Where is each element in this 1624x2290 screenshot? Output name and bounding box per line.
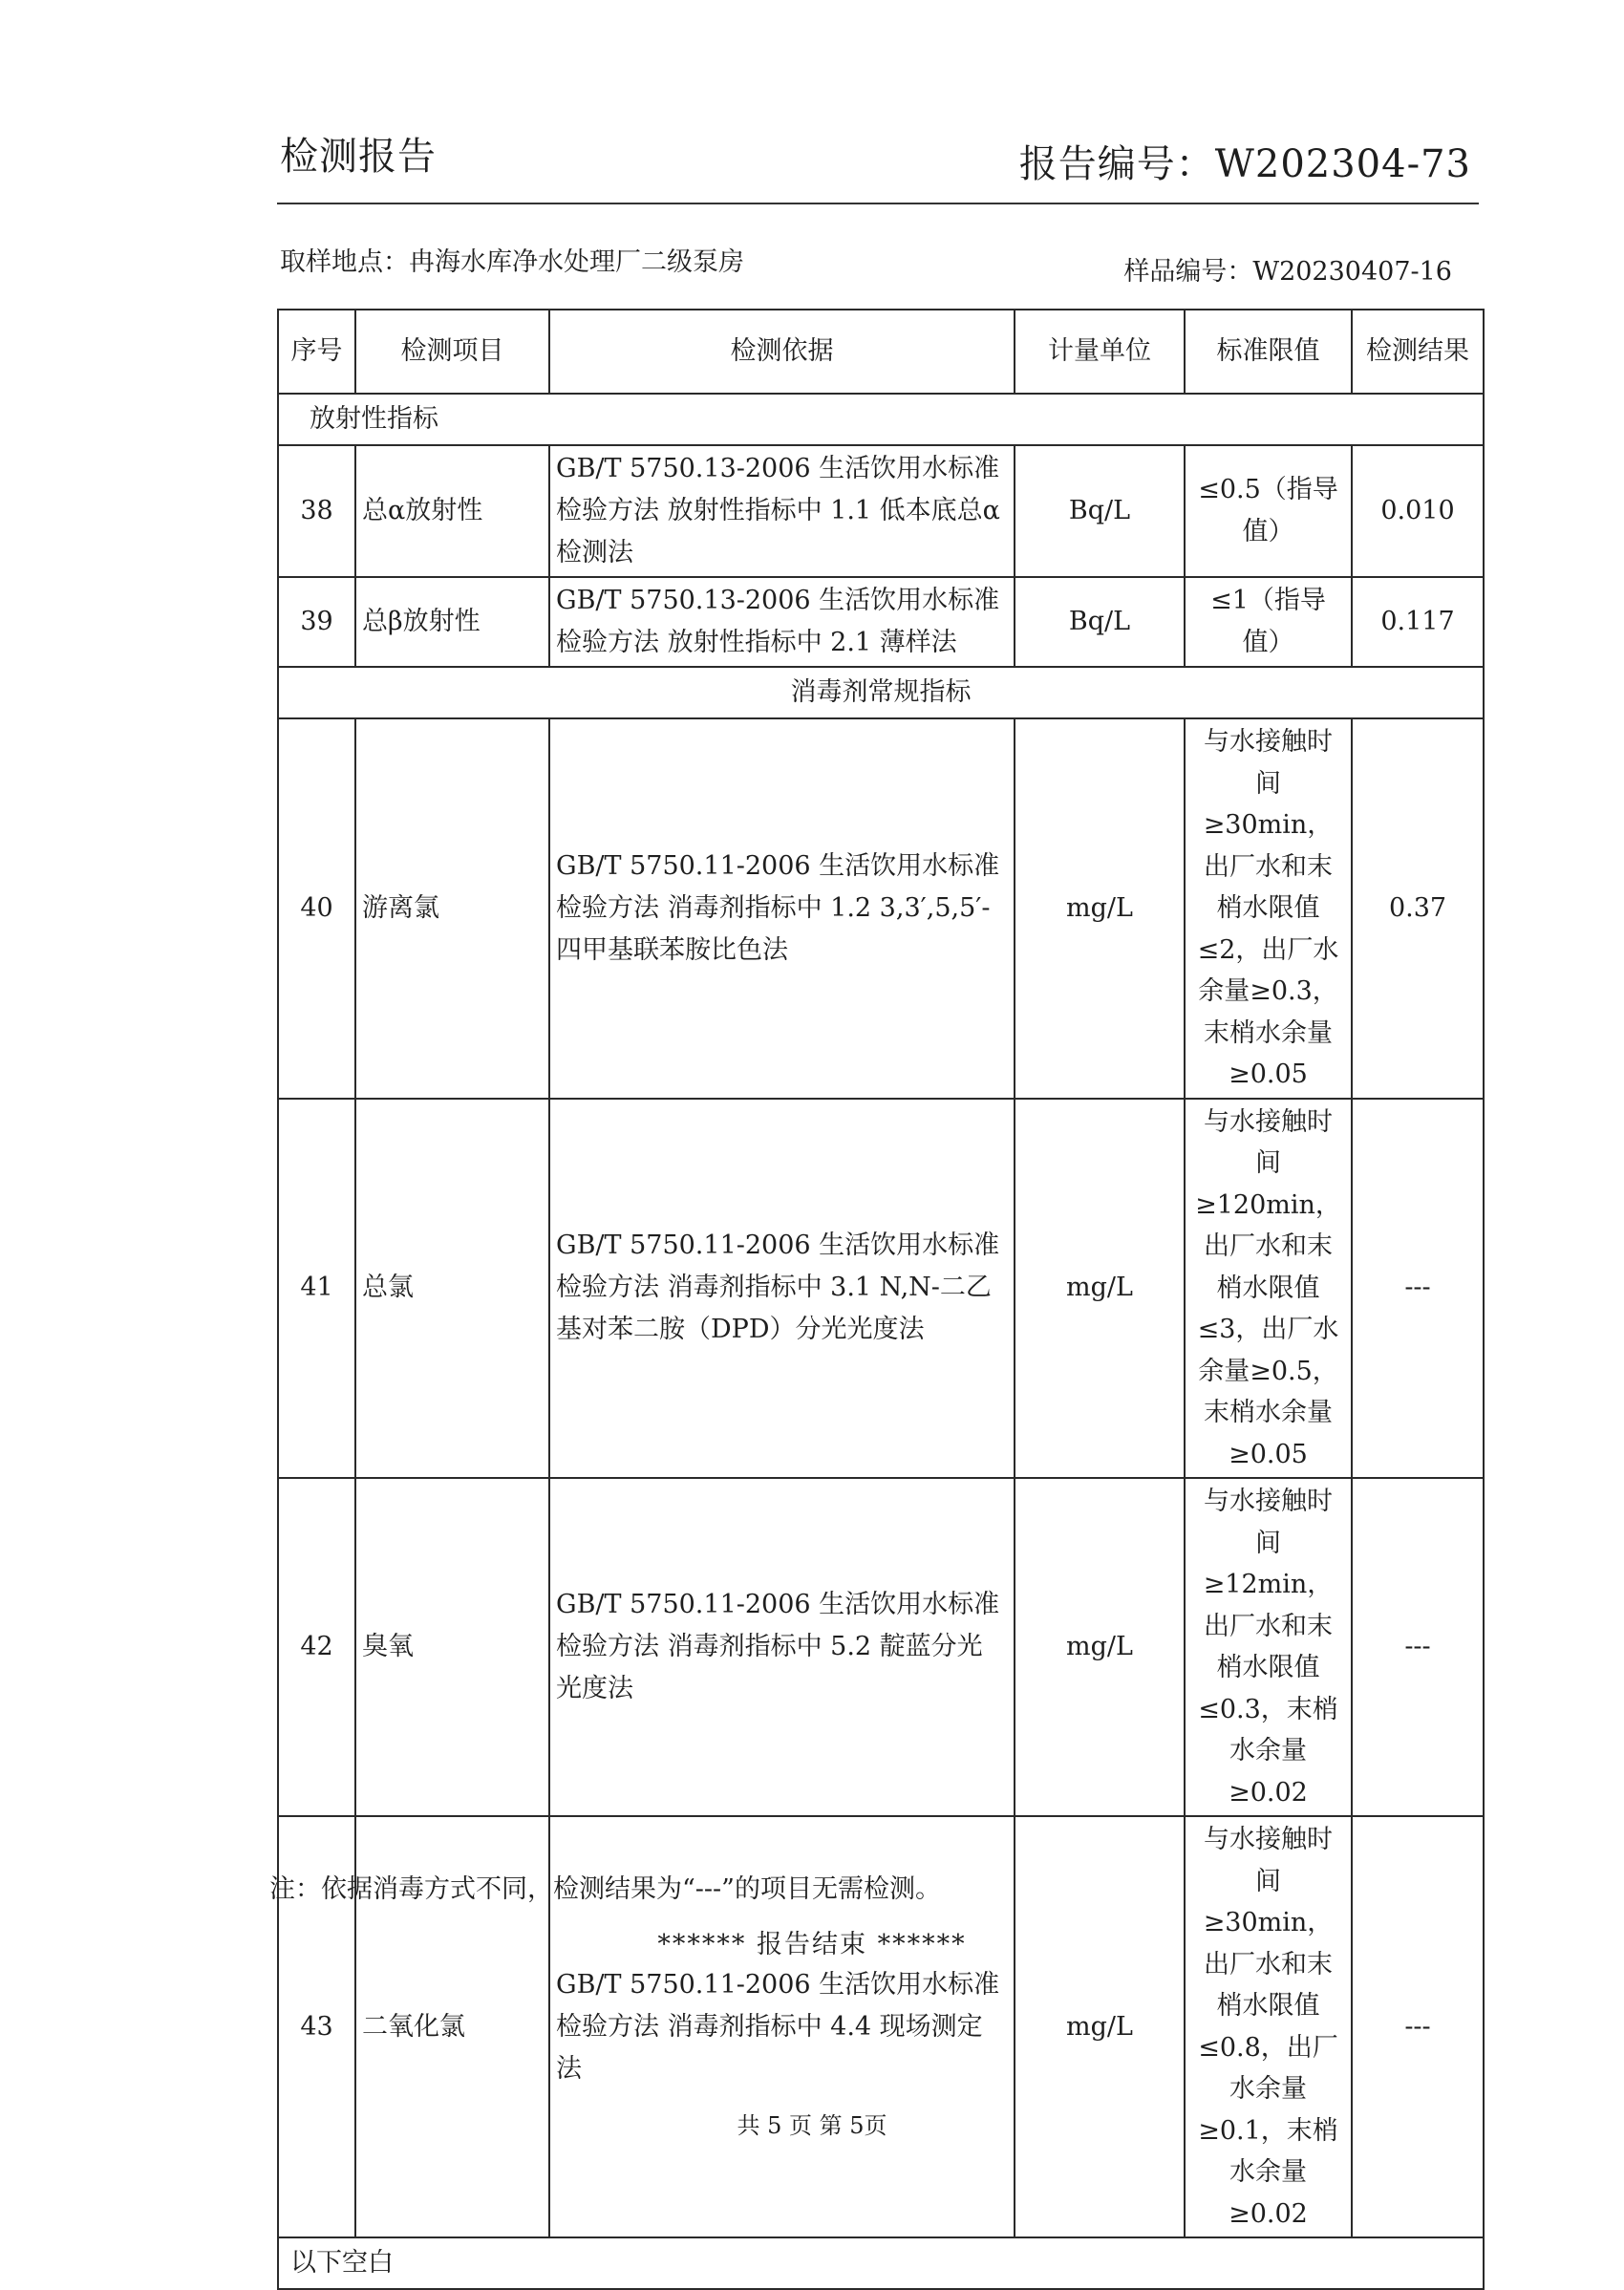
row-unit: mg/L [1015,1478,1185,1816]
section-title: 消毒剂常规指标 [278,667,1484,718]
row-limit: 与水接触时间≥12min，出厂水和末梢水限值≤0.3，末梢水余量≥0.02 [1185,1478,1352,1816]
row-unit: mg/L [1015,1099,1185,1479]
row-result: 0.117 [1352,577,1484,667]
row-unit: Bq/L [1015,577,1185,667]
footnote: 注：依据消毒方式不同，检测结果为“---”的项目无需检测。 [269,1874,941,1904]
row-item: 臭氧 [355,1478,549,1816]
row-item: 总β放射性 [355,577,549,667]
col-header-item: 检测项目 [355,310,549,394]
row-method: GB/T 5750.11-2006 生活饮用水标准检验方法 消毒剂指标中 5.2 靛蓝分光光度法 [549,1478,1015,1816]
table-row [278,1099,1484,1479]
report-end-mark: ****** 报告结束 ****** [657,1930,967,1959]
row-limit: 与水接触时间≥30min，出厂水和末梢水限值≤2，出厂水余量≥0.3，末梢水余量≥0.05 [1185,718,1352,1099]
col-header-unit: 计量单位 [1015,310,1185,394]
row-method: GB/T 5750.13-2006 生活饮用水标准检验方法 放射性指标中 1.1 低本底总α检测法 [549,445,1015,577]
row-no: 41 [278,1099,355,1479]
blank-below-note: 以下空白 [278,2237,1484,2289]
row-limit: 与水接触时间≥120min，出厂水和末梢水限值≤3，出厂水余量≥0.5，末梢水余量≥0.05 [1185,1099,1352,1479]
row-item: 游离氯 [355,718,549,1099]
section-row [278,394,1484,445]
row-no: 40 [278,718,355,1099]
table-header-row [278,310,1484,394]
row-unit: mg/L [1015,1816,1185,2237]
table-row [278,445,1484,577]
tail-row [278,2237,1484,2289]
table-row [278,577,1484,667]
col-header-result: 检测结果 [1352,310,1484,394]
sampling-location: 取样地点：冉海水库净水处理厂二级泵房 [280,247,744,277]
header-divider [277,203,1479,204]
section-title: 放射性指标 [278,394,1484,445]
row-method: GB/T 5750.11-2006 生活饮用水标准检验方法 消毒剂指标中 3.1 N,N-二乙基对苯二胺（DPD）分光光度法 [549,1099,1015,1479]
col-header-limit: 标准限值 [1185,310,1352,394]
row-no: 43 [278,1816,355,2237]
row-limit: ≤0.5（指导值） [1185,445,1352,577]
table-row [278,1478,1484,1816]
row-no: 42 [278,1478,355,1816]
row-item: 总α放射性 [355,445,549,577]
row-no: 38 [278,445,355,577]
row-method: GB/T 5750.13-2006 生活饮用水标准检验方法 放射性指标中 2.1 薄样法 [549,577,1015,667]
row-result: 0.010 [1352,445,1484,577]
table-row [278,718,1484,1099]
row-item: 二氧化氯 [355,1816,549,2237]
row-limit: ≤1（指导值） [1185,577,1352,667]
report-number: 报告编号：W202304-73 [1018,142,1471,186]
report-title: 检测报告 [280,135,437,179]
section-row [278,667,1484,718]
row-item: 总氯 [355,1099,549,1479]
row-unit: mg/L [1015,718,1185,1099]
row-no: 39 [278,577,355,667]
row-result: --- [1352,1478,1484,1816]
col-header-method: 检测依据 [549,310,1015,394]
row-limit: 与水接触时间≥30min，出厂水和末梢水限值≤0.8，出厂水余量≥0.1，末梢水余量≥0.02 [1185,1816,1352,2237]
row-result: --- [1352,1099,1484,1479]
sample-number: 样品编号：W20230407-16 [1123,257,1452,287]
page-number: 共 5 页 第 5页 [737,2112,887,2139]
row-result: 0.37 [1352,718,1484,1099]
row-method: GB/T 5750.11-2006 生活饮用水标准检验方法 消毒剂指标中 4.4 现场测定法 [549,1816,1015,2237]
results-table [277,309,1485,2290]
row-result: --- [1352,1816,1484,2237]
col-header-no: 序号 [278,310,355,394]
row-unit: Bq/L [1015,445,1185,577]
row-method: GB/T 5750.11-2006 生活饮用水标准检验方法 消毒剂指标中 1.2 3,3′,5,5′-四甲基联苯胺比色法 [549,718,1015,1099]
